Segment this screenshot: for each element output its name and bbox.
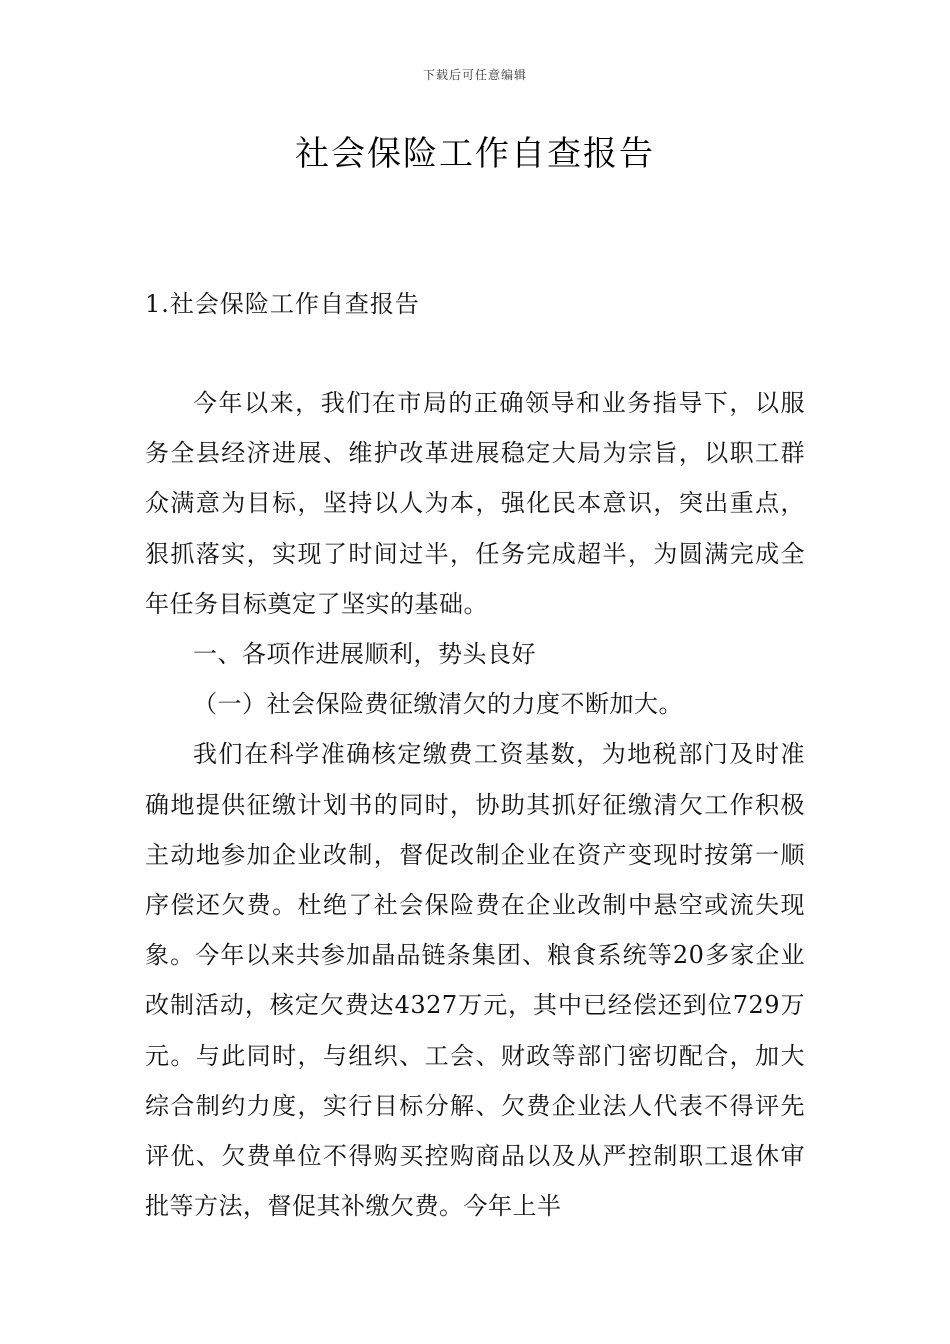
section-heading: 1.社会保险工作自查报告 bbox=[145, 290, 420, 318]
paragraph-heading-1: 一、各项作进展顺利，势头良好 bbox=[193, 640, 536, 669]
document-title: 社会保险工作自查报告 bbox=[295, 134, 655, 174]
header-note: 下载后可任意编辑 bbox=[422, 68, 527, 82]
paragraph-subheading-1: （一）社会保险费征缴清欠的力度不断加大。 bbox=[193, 690, 683, 719]
document-body bbox=[145, 378, 805, 1231]
paragraph-collection-details: 我们在科学准确核定缴费工资基数，为地税部门及时准确地提供征缴计划书的同时，协助其抓好征缴清欠工作积极主动地参加企业改制，督促改制企业在资产变现时按第一顺序偿还欠费。杜绝了社会保险费在企业改制中悬空或流失现象。今年以来共参加晶品链条集团、粮食系统等20多家企业改制活动，核定欠费达4327万元，其中已经偿还到位729万元。与此同时，与组织、工会、财政等部门密切配合，加大综合制约力度，实行目标分解、欠费企业法人代表不得评先评优、欠费单位不得购买控购商品以及从严控制职工退休审批等方法，督促其补缴欠费。今年上半 bbox=[145, 740, 805, 1221]
paragraph-intro: 今年以来，我们在市局的正确领导和业务指导下，以服务全县经济进展、维护改革进展稳定大局为宗旨，以职工群众满意为目标，坚持以人为本，强化民本意识，突出重点，狠抓落实，实现了时间过半，任务完成超半，为圆满完成全年任务目标奠定了坚实的基础。 bbox=[145, 389, 805, 618]
